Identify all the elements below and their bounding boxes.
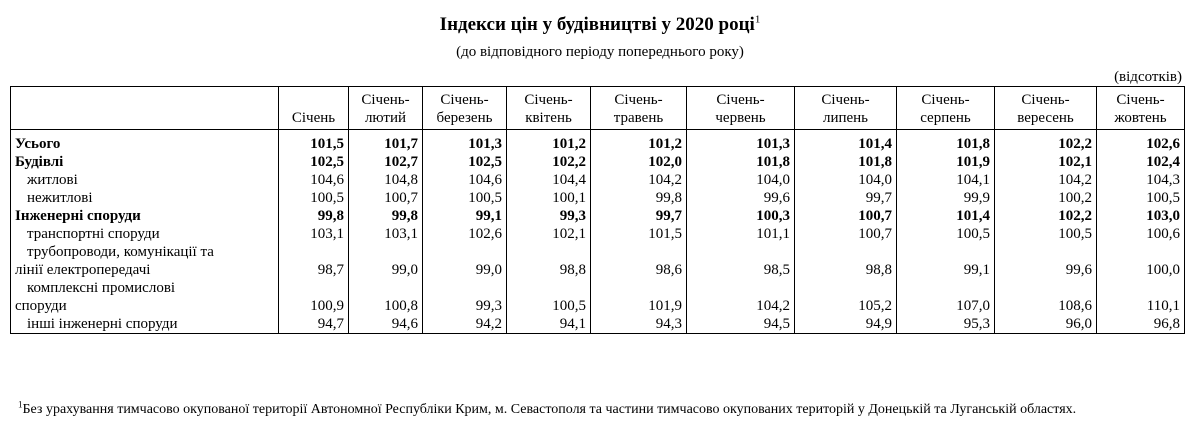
value-cell: 100,5: [507, 279, 591, 315]
value-cell: 99,7: [591, 207, 687, 225]
table-subtitle: (до відповідного періоду попереднього року): [456, 44, 744, 60]
value-cell: 110,1: [1097, 279, 1185, 315]
value-cell: 101,1: [687, 225, 795, 243]
value-cell: 103,1: [279, 225, 349, 243]
row-label: житлові: [11, 171, 279, 189]
table-title: [0, 14, 1200, 36]
row-label: Будівлі: [11, 153, 279, 171]
value-cell: 99,8: [279, 207, 349, 225]
value-cell: 101,4: [795, 130, 897, 154]
row-label: інші інженерні споруди: [11, 315, 279, 334]
row-label: комплексні промислові споруди: [11, 279, 279, 315]
unit-label: (відсотків): [1114, 69, 1182, 85]
column-header: Січень- квітень: [507, 87, 591, 130]
table-row: [11, 153, 1185, 171]
value-cell: 104,2: [591, 171, 687, 189]
value-cell: 102,6: [423, 225, 507, 243]
column-header: Січень: [279, 87, 349, 130]
value-cell: 99,0: [423, 243, 507, 279]
value-cell: 100,3: [687, 207, 795, 225]
value-cell: 104,4: [507, 171, 591, 189]
value-cell: 100,7: [795, 225, 897, 243]
value-cell: 103,1: [349, 225, 423, 243]
value-cell: 96,0: [995, 315, 1097, 334]
value-cell: 100,5: [423, 189, 507, 207]
value-cell: 104,1: [897, 171, 995, 189]
value-cell: 100,2: [995, 189, 1097, 207]
value-cell: 102,2: [507, 153, 591, 171]
value-cell: 99,8: [349, 207, 423, 225]
column-header: Січень- лютий: [349, 87, 423, 130]
value-cell: 104,8: [349, 171, 423, 189]
value-cell: 102,4: [1097, 153, 1185, 171]
value-cell: 99,6: [687, 189, 795, 207]
value-cell: 104,2: [687, 279, 795, 315]
value-cell: 102,1: [507, 225, 591, 243]
value-cell: 101,3: [687, 130, 795, 154]
column-header: Січень- вересень: [995, 87, 1097, 130]
value-cell: 99,8: [591, 189, 687, 207]
title-text: Індекси цін у будівництві у 2020 році: [439, 14, 755, 35]
value-cell: 100,6: [1097, 225, 1185, 243]
table-row: [11, 243, 1185, 279]
value-cell: 94,3: [591, 315, 687, 334]
value-cell: 99,0: [349, 243, 423, 279]
value-cell: 102,2: [995, 130, 1097, 154]
value-cell: 94,7: [279, 315, 349, 334]
table-row: [11, 207, 1185, 225]
value-cell: 95,3: [897, 315, 995, 334]
table-row: [11, 189, 1185, 207]
table-row: [11, 315, 1185, 334]
value-cell: 104,0: [795, 171, 897, 189]
value-cell: 101,5: [591, 225, 687, 243]
value-cell: 107,0: [897, 279, 995, 315]
row-label: Усього: [11, 130, 279, 154]
value-cell: 101,8: [687, 153, 795, 171]
value-cell: 98,5: [687, 243, 795, 279]
value-cell: 102,5: [423, 153, 507, 171]
value-cell: 102,6: [1097, 130, 1185, 154]
value-cell: 100,8: [349, 279, 423, 315]
value-cell: 99,1: [897, 243, 995, 279]
value-cell: 101,2: [507, 130, 591, 154]
value-cell: 100,5: [897, 225, 995, 243]
value-cell: 99,6: [995, 243, 1097, 279]
value-cell: 100,7: [349, 189, 423, 207]
header-corner-cell: [11, 87, 279, 130]
row-label: трубопроводи, комунікації та лінії електропередачі: [11, 243, 279, 279]
header-row: [11, 87, 1185, 130]
value-cell: 99,1: [423, 207, 507, 225]
footnote-mark: 1: [18, 399, 23, 410]
table-row: [11, 279, 1185, 315]
value-cell: 101,9: [591, 279, 687, 315]
value-cell: 100,0: [1097, 243, 1185, 279]
price-index-table: [10, 86, 1185, 334]
value-cell: 102,7: [349, 153, 423, 171]
column-header: Січень- жовтень: [1097, 87, 1185, 130]
value-cell: 94,5: [687, 315, 795, 334]
column-header: Січень- березень: [423, 87, 507, 130]
value-cell: 101,4: [897, 207, 995, 225]
value-cell: 104,6: [423, 171, 507, 189]
value-cell: 100,5: [279, 189, 349, 207]
value-cell: 100,5: [1097, 189, 1185, 207]
row-label: транспортні споруди: [11, 225, 279, 243]
value-cell: 98,6: [591, 243, 687, 279]
value-cell: 101,8: [795, 153, 897, 171]
table-row: [11, 225, 1185, 243]
value-cell: 98,8: [795, 243, 897, 279]
value-cell: 103,0: [1097, 207, 1185, 225]
value-cell: 104,3: [1097, 171, 1185, 189]
table-row: [11, 171, 1185, 189]
footnote: [18, 399, 1178, 418]
value-cell: 101,5: [279, 130, 349, 154]
value-cell: 99,3: [507, 207, 591, 225]
column-header: Січень- липень: [795, 87, 897, 130]
value-cell: 102,5: [279, 153, 349, 171]
value-cell: 100,1: [507, 189, 591, 207]
value-cell: 100,7: [795, 207, 897, 225]
value-cell: 105,2: [795, 279, 897, 315]
row-label: нежитлові: [11, 189, 279, 207]
value-cell: 99,3: [423, 279, 507, 315]
column-header: Січень- травень: [591, 87, 687, 130]
value-cell: 102,0: [591, 153, 687, 171]
value-cell: 96,8: [1097, 315, 1185, 334]
value-cell: 100,9: [279, 279, 349, 315]
value-cell: 94,1: [507, 315, 591, 334]
value-cell: 94,6: [349, 315, 423, 334]
value-cell: 102,2: [995, 207, 1097, 225]
value-cell: 104,6: [279, 171, 349, 189]
table-row: [11, 130, 1185, 154]
value-cell: 102,1: [995, 153, 1097, 171]
row-label: Інженерні споруди: [11, 207, 279, 225]
value-cell: 108,6: [995, 279, 1097, 315]
value-cell: 104,0: [687, 171, 795, 189]
column-header: Січень- серпень: [897, 87, 995, 130]
value-cell: 101,3: [423, 130, 507, 154]
footnote-text: Без урахування тимчасово окупованої території Автономної Республіки Крим, м. Севастополя та частини тимчасово окупованих територій у Донецькій та Луганській областях.: [22, 402, 1077, 417]
value-cell: 99,7: [795, 189, 897, 207]
value-cell: 101,8: [897, 130, 995, 154]
value-cell: 94,2: [423, 315, 507, 334]
value-cell: 98,8: [507, 243, 591, 279]
column-header: Січень- червень: [687, 87, 795, 130]
value-cell: 98,7: [279, 243, 349, 279]
value-cell: 94,9: [795, 315, 897, 334]
value-cell: 101,9: [897, 153, 995, 171]
value-cell: 100,5: [995, 225, 1097, 243]
value-cell: 101,2: [591, 130, 687, 154]
value-cell: 104,2: [995, 171, 1097, 189]
title-footnote-mark: 1: [754, 13, 761, 26]
value-cell: 99,9: [897, 189, 995, 207]
value-cell: 101,7: [349, 130, 423, 154]
